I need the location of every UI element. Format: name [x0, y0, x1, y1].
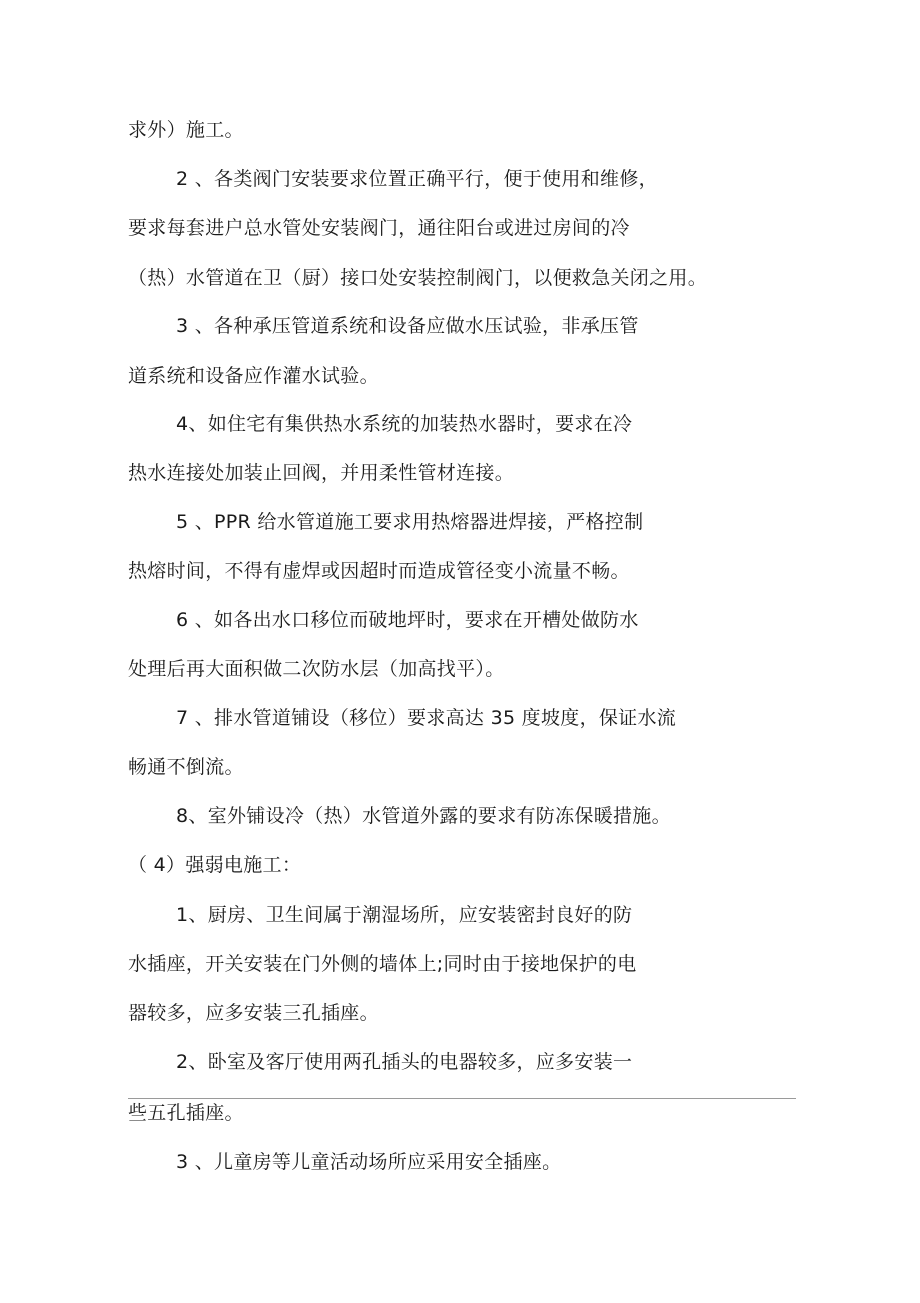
text-line: 3 、各种承压管道系统和设备应做水压试验，非承压管 — [176, 315, 639, 337]
text-line: 7 、排水管道铺设（移位）要求高达 35 度坡度，保证水流 — [176, 707, 677, 729]
text-line: 4、如住宅有集供热水系统的加装热水器时，要求在冷 — [176, 413, 633, 435]
text-line: 热熔时间，不得有虚焊或因超时而造成管径变小流量不畅。 — [128, 560, 630, 582]
text-line: 1、厨房、卫生间属于潮湿场所，应安装密封良好的防 — [176, 904, 633, 926]
text-line: 3 、儿童房等儿童活动场所应采用安全插座。 — [176, 1151, 562, 1173]
text-line: 道系统和设备应作灌水试验。 — [128, 365, 379, 387]
text-line: 求外）施工。 — [128, 119, 244, 141]
text-line: 2 、各类阀门安装要求位置正确平行，便于使用和维修， — [176, 168, 658, 190]
text-line: （热）水管道在卫（厨）接口处安装控制阀门，以便救急关闭之用。 — [128, 267, 708, 289]
text-line: 器较多，应多安装三孔插座。 — [128, 1002, 379, 1024]
text-line: 8、室外铺设冷（热）水管道外露的要求有防冻保暖措施。 — [176, 805, 671, 827]
section-heading: （ 4）强弱电施工： — [128, 854, 302, 876]
text-line: 热水连接处加装止回阀，并用柔性管材连接。 — [128, 462, 515, 484]
text-line: 水插座，开关安装在门外侧的墙体上;同时由于接地保护的电 — [128, 953, 637, 975]
text-line: 处理后再大面积做二次防水层（加高找平）。 — [128, 658, 505, 680]
horizontal-divider — [128, 1098, 796, 1099]
text-line: 畅通不倒流。 — [128, 756, 244, 778]
text-line: 6 、如各出水口移位而破地坪时，要求在开槽处做防水 — [176, 609, 639, 631]
text-line: 些五孔插座。 — [128, 1102, 244, 1124]
text-line: 要求每套进户总水管处安装阀门，通往阳台或进过房间的冷 — [128, 217, 630, 239]
text-line: 5 、PPR 给水管道施工要求用热熔器进焊接，严格控制 — [176, 511, 644, 533]
text-line: 2、卧室及客厅使用两孔插头的电器较多，应多安装一 — [176, 1051, 633, 1073]
